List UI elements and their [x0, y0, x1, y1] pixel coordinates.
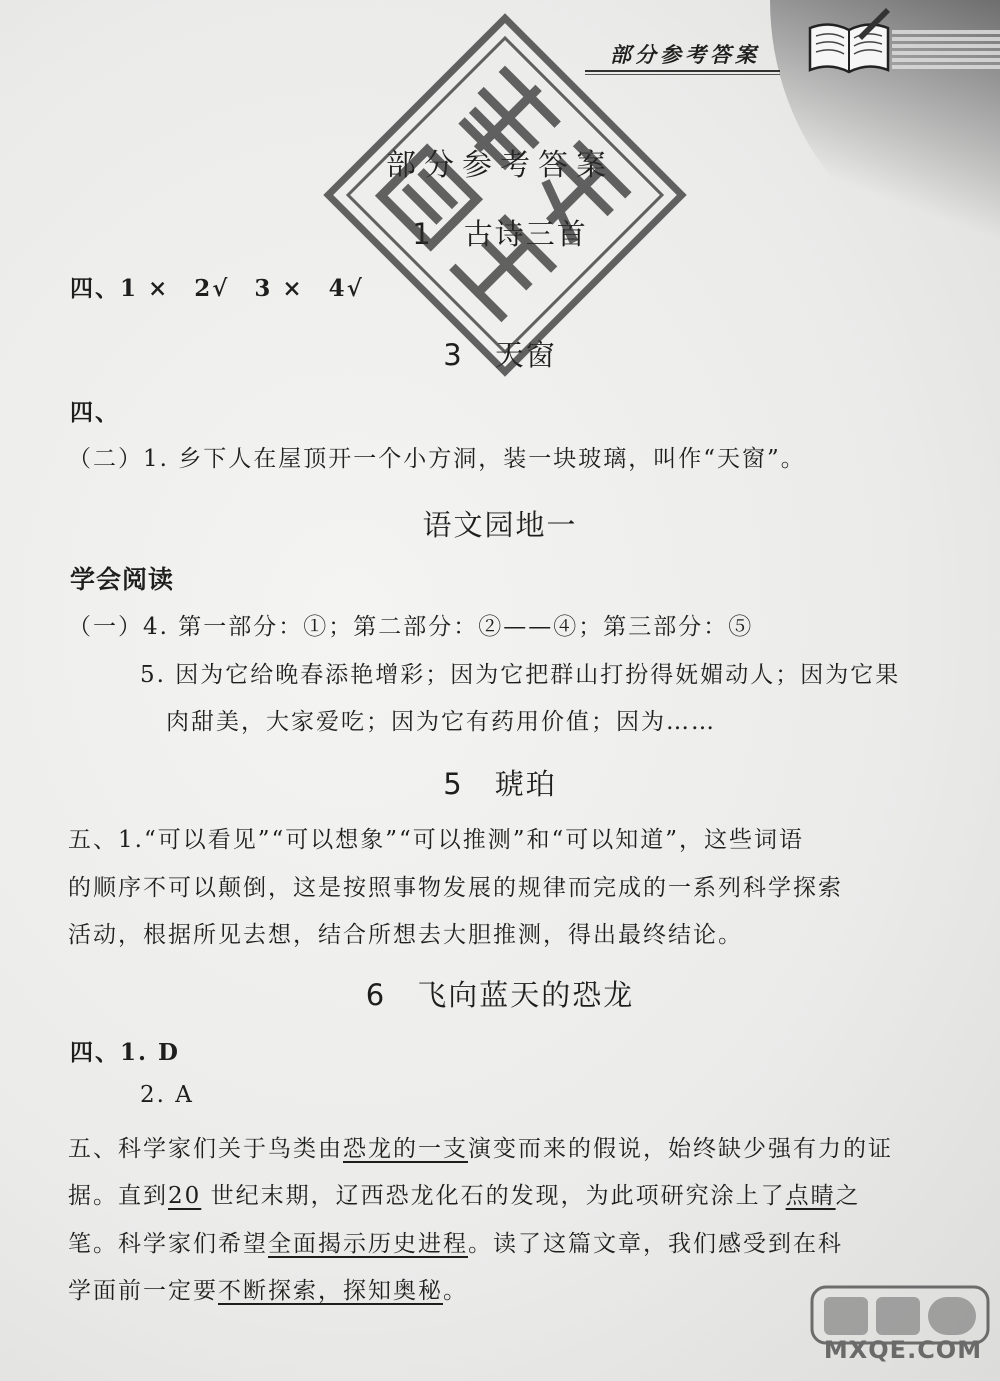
answer-line: 四、1 × 2√ 3 × 4√	[70, 275, 364, 302]
paragraph-line: 据。直到20 世纪末期，辽西恐龙化石的发现，为此项研究涂上了点睛之	[68, 1183, 861, 1209]
answer-line: 2. A	[140, 1082, 194, 1108]
section-heading-5: 5 琥珀	[443, 767, 557, 801]
answer-line: 活动，根据所见去想，结合所想去大胆推测，得出最终结论。	[68, 922, 743, 948]
subheading-reading: 学会阅读	[70, 565, 175, 594]
section-heading-3: 3 天窗	[443, 338, 557, 372]
answer-line: （二）1. 乡下人在屋顶开一个小方洞，装一块玻璃，叫作“天窗”。	[68, 446, 806, 472]
section-heading-1: 1 古诗三首	[412, 217, 588, 251]
paragraph-line: 笔。科学家们希望全面揭示历史进程。读了这篇文章，我们感受到在科	[68, 1231, 843, 1257]
answer-line: 5. 因为它给晚春添艳增彩；因为它把群山打扮得妩媚动人；因为它果	[140, 662, 901, 688]
answer-line: 肉甜美，大家爱吃；因为它有药用价值；因为……	[166, 709, 716, 735]
answer-line: 四、1. D	[70, 1039, 180, 1066]
answer-line: 的顺序不可以颠倒，这是按照事物发展的规律而完成的一系列科学探索	[68, 875, 843, 901]
watermark-url: MXQE.COM	[823, 1336, 983, 1364]
seal-stamp	[318, 8, 693, 383]
book-pen-icon	[806, 6, 892, 76]
answer-line: 五、1.“可以看见”“可以想象”“可以推测”和“可以知道”，这些词语	[68, 827, 805, 853]
answer-line: （一）4. 第一部分：①；第二部分：②——④；第三部分：⑤	[68, 614, 754, 640]
section-heading-garden: 语文园地一	[422, 508, 578, 542]
header-title: 部分参考答案	[610, 42, 760, 67]
section-heading-6: 6 飞向蓝天的恐龙	[365, 978, 635, 1012]
answer-line: 四、	[70, 399, 120, 426]
doc-title: 部分参考答案	[386, 148, 614, 183]
paragraph-line: 五、科学家们关于鸟类由恐龙的一支演变而来的假说，始终缺少强有力的证	[68, 1136, 893, 1162]
paragraph-line: 学面前一定要不断探索，探知奥秘。	[68, 1278, 468, 1304]
header-stripes	[892, 30, 1000, 76]
